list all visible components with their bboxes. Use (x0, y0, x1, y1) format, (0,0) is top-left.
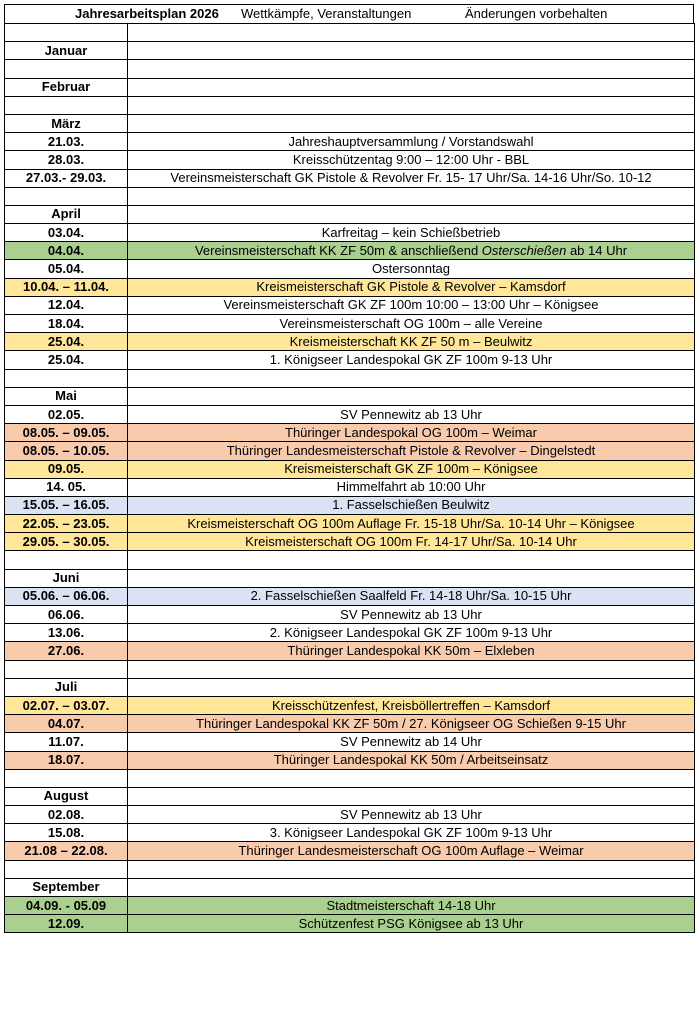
event-date (5, 551, 128, 569)
month-row (5, 205, 695, 223)
event-row (5, 842, 695, 860)
event-row (5, 915, 695, 933)
event-date: 18.07. (5, 751, 128, 769)
event-row (5, 242, 695, 260)
event-description: SV Pennewitz ab 13 Uhr (128, 606, 695, 624)
event-text-tail: ab 14 Uhr (566, 242, 628, 258)
month-label: Januar (5, 42, 128, 60)
event-description: Karfreitag – kein Schießbetrieb (128, 224, 695, 242)
event-date: 27.06. (5, 642, 128, 660)
month-label: Februar (5, 78, 128, 96)
plan-note: Änderungen vorbehalten (465, 6, 608, 21)
event-date (5, 60, 128, 78)
event-date: 04.07. (5, 715, 128, 733)
event-description (128, 878, 695, 896)
event-description: SV Pennewitz ab 13 Uhr (128, 405, 695, 423)
event-description (128, 551, 695, 569)
event-description: Kreisschützenfest, Kreisböllertreffen – Kamsdorf (128, 696, 695, 714)
event-description (128, 114, 695, 132)
event-description: Ostersonntag (128, 260, 695, 278)
month-row (5, 78, 695, 96)
event-row (5, 260, 695, 278)
event-date: 05.04. (5, 260, 128, 278)
spacer-row (5, 551, 695, 569)
event-description (128, 242, 695, 260)
event-description: SV Pennewitz ab 14 Uhr (128, 733, 695, 751)
event-description (128, 569, 695, 587)
event-date: 12.04. (5, 296, 128, 314)
event-date: 04.09. - 05.09 (5, 897, 128, 915)
event-row (5, 587, 695, 605)
event-date: 21.03. (5, 133, 128, 151)
event-row (5, 751, 695, 769)
event-description: 1. Königseer Landespokal GK ZF 100m 9-13 Uhr (128, 351, 695, 369)
event-date: 06.06. (5, 606, 128, 624)
event-row (5, 224, 695, 242)
event-description: Kreismeisterschaft GK Pistole & Revolver – Kamsdorf (128, 278, 695, 296)
event-description: Vereinsmeisterschaft OG 100m – alle Vereine (128, 315, 695, 333)
event-description: Schützenfest PSG Königsee ab 13 Uhr (128, 915, 695, 933)
event-description: Thüringer Landespokal OG 100m – Weimar (128, 424, 695, 442)
plan-subtitle: Wettkämpfe, Veranstaltungen (241, 6, 412, 21)
event-description (128, 205, 695, 223)
month-label: Juli (5, 678, 128, 696)
spacer-row (5, 769, 695, 787)
spacer-row (5, 96, 695, 114)
event-row (5, 515, 695, 533)
event-description: 2. Fasselschießen Saalfeld Fr. 14-18 Uhr/Sa. 10-15 Uhr (128, 587, 695, 605)
event-row (5, 133, 695, 151)
event-description (128, 787, 695, 805)
month-label: September (5, 878, 128, 896)
event-description: 2. Königseer Landespokal GK ZF 100m 9-13 Uhr (128, 624, 695, 642)
month-row (5, 387, 695, 405)
month-label: Juni (5, 569, 128, 587)
title-row (4, 4, 694, 24)
event-text: Vereinsmeisterschaft KK ZF 50m & anschließend (194, 242, 482, 258)
event-date: 09.05. (5, 460, 128, 478)
event-date: 11.07. (5, 733, 128, 751)
event-description (128, 42, 695, 60)
event-text-emphasis: Osterschießen (481, 242, 567, 258)
event-date: 02.05. (5, 405, 128, 423)
event-date: 25.04. (5, 333, 128, 351)
event-date: 08.05. – 09.05. (5, 424, 128, 442)
event-description (128, 387, 695, 405)
event-date: 08.05. – 10.05. (5, 442, 128, 460)
event-row (5, 897, 695, 915)
month-label: April (5, 205, 128, 223)
event-description (128, 187, 695, 205)
event-description (128, 60, 695, 78)
event-description: Kreismeisterschaft KK ZF 50 m – Beulwitz (128, 333, 695, 351)
event-date (5, 860, 128, 878)
event-description (128, 78, 695, 96)
event-description: Thüringer Landespokal KK 50m / Arbeitseinsatz (128, 751, 695, 769)
event-row (5, 824, 695, 842)
event-row (5, 533, 695, 551)
event-date: 02.08. (5, 806, 128, 824)
event-description: Thüringer Landesmeisterschaft OG 100m Auflage – Weimar (128, 842, 695, 860)
event-date: 28.03. (5, 151, 128, 169)
event-row (5, 151, 695, 169)
event-date: 02.07. – 03.07. (5, 696, 128, 714)
event-date: 27.03.- 29.03. (5, 169, 128, 187)
event-date: 22.05. – 23.05. (5, 515, 128, 533)
spacer-row (5, 60, 695, 78)
spacer-row (5, 860, 695, 878)
event-row (5, 296, 695, 314)
event-description: Jahreshauptversammlung / Vorstandswahl (128, 133, 695, 151)
event-date (5, 96, 128, 114)
spacer-row (5, 369, 695, 387)
event-description: Kreismeisterschaft OG 100m Fr. 14-17 Uhr/Sa. 10-14 Uhr (128, 533, 695, 551)
event-description: SV Pennewitz ab 13 Uhr (128, 806, 695, 824)
spacer-row (5, 660, 695, 678)
event-row (5, 696, 695, 714)
event-row (5, 333, 695, 351)
event-row (5, 405, 695, 423)
event-date: 05.06. – 06.06. (5, 587, 128, 605)
event-date: 15.05. – 16.05. (5, 496, 128, 514)
month-row (5, 114, 695, 132)
schedule-body (5, 24, 695, 933)
spacer-row (5, 187, 695, 205)
month-label: August (5, 787, 128, 805)
event-row (5, 169, 695, 187)
event-row (5, 496, 695, 514)
event-date: 25.04. (5, 351, 128, 369)
event-description (128, 96, 695, 114)
event-date: 03.04. (5, 224, 128, 242)
month-row (5, 787, 695, 805)
event-description (128, 678, 695, 696)
month-row (5, 678, 695, 696)
event-row (5, 606, 695, 624)
event-row (5, 315, 695, 333)
event-date: 15.08. (5, 824, 128, 842)
event-date (5, 369, 128, 387)
event-row (5, 478, 695, 496)
event-date: 13.06. (5, 624, 128, 642)
event-date (5, 660, 128, 678)
event-date: 14. 05. (5, 478, 128, 496)
event-row (5, 733, 695, 751)
schedule-table (4, 23, 695, 933)
event-description: Himmelfahrt ab 10:00 Uhr (128, 478, 695, 496)
event-description: Thüringer Landespokal KK ZF 50m / 27. Königseer OG Schießen 9-15 Uhr (128, 715, 695, 733)
event-description (128, 660, 695, 678)
month-row (5, 878, 695, 896)
event-row (5, 424, 695, 442)
event-date: 04.04. (5, 242, 128, 260)
event-date (5, 24, 128, 42)
event-description: 3. Königseer Landespokal GK ZF 100m 9-13 Uhr (128, 824, 695, 842)
event-row (5, 642, 695, 660)
event-row (5, 278, 695, 296)
event-date: 12.09. (5, 915, 128, 933)
event-description: Kreismeisterschaft GK ZF 100m – Königsee (128, 460, 695, 478)
event-description (128, 24, 695, 42)
event-date (5, 769, 128, 787)
event-description: Kreisschützentag 9:00 – 12:00 Uhr - BBL (128, 151, 695, 169)
event-description: Vereinsmeisterschaft GK ZF 100m 10:00 – 13:00 Uhr – Königsee (128, 296, 695, 314)
event-description: 1. Fasselschießen Beulwitz (128, 496, 695, 514)
event-description: Vereinsmeisterschaft GK Pistole & Revolver Fr. 15- 17 Uhr/Sa. 14-16 Uhr/So. 10-12 (128, 169, 695, 187)
event-date: 10.04. – 11.04. (5, 278, 128, 296)
event-row (5, 351, 695, 369)
event-description: Kreismeisterschaft OG 100m Auflage Fr. 15-18 Uhr/Sa. 10-14 Uhr – Königsee (128, 515, 695, 533)
event-description (128, 769, 695, 787)
month-label: Mai (5, 387, 128, 405)
spacer-row (5, 24, 695, 42)
event-description (128, 860, 695, 878)
month-label: März (5, 114, 128, 132)
event-description: Thüringer Landesmeisterschaft Pistole & Revolver – Dingelstedt (128, 442, 695, 460)
event-date (5, 187, 128, 205)
event-row (5, 460, 695, 478)
event-description (128, 369, 695, 387)
event-date: 21.08 – 22.08. (5, 842, 128, 860)
event-row (5, 806, 695, 824)
event-description: Stadtmeisterschaft 14-18 Uhr (128, 897, 695, 915)
event-row (5, 442, 695, 460)
event-date: 18.04. (5, 315, 128, 333)
event-date: 29.05. – 30.05. (5, 533, 128, 551)
event-row (5, 624, 695, 642)
month-row (5, 569, 695, 587)
event-row (5, 715, 695, 733)
plan-title: Jahresarbeitsplan 2026 (75, 6, 219, 21)
event-description: Thüringer Landespokal KK 50m – Elxleben (128, 642, 695, 660)
month-row (5, 42, 695, 60)
